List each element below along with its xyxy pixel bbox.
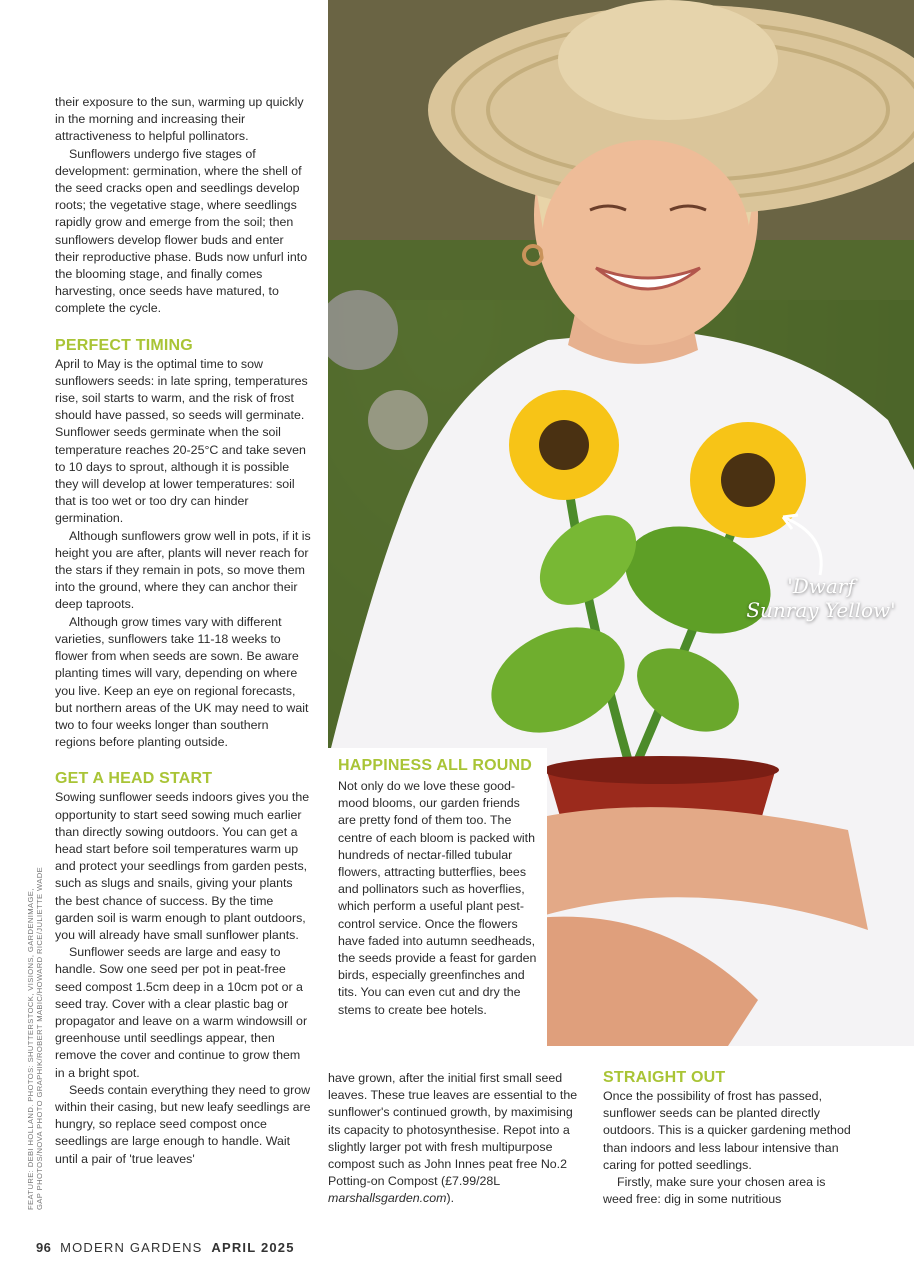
page-folio: [36, 1240, 295, 1255]
middle-column: [328, 1070, 580, 1208]
body-paragraph: Although grow times vary with different varieties, sunflowers take 11-18 weeks to flower from when seeds are sown. Be aware planting times will vary, depending on where you live. Keep an eye on regional forecasts, but northern areas of the UK may need to wait two to four weeks longer than southern regions before planting outside.: [55, 614, 309, 750]
section-heading-straight-out: STRAIGHT OUT: [603, 1069, 726, 1086]
body-paragraph: Sunflower seeds are large and easy to handle. Sow one seed per pot in peat-free seed compost 1.5cm deep in a 10cm pot or a seed tray. Cover with a clear plastic bag or propagator and leave on a warm windowsill or greenhouse until seedlings appear, then remove the cover and continue to grow them in a bright spot.: [55, 945, 308, 1080]
section-heading-get-a-head-start: GET A HEAD START: [55, 770, 213, 788]
body-text: have grown, after the initial first small seed leaves. These true leaves are essential to the sunflower's continued growth, by maximising its capacity to photosynthesise. Repot into a slightly larger pot with fresh multipurpose compost such as John Innes peat free No.2 Potting-on Compost (£7.99/28L: [328, 1071, 578, 1189]
section-heading-perfect-timing: PERFECT TIMING: [55, 336, 193, 354]
face-lower: [542, 140, 750, 340]
body-paragraph: Firstly, make sure your chosen area is weed free: dig in some nutritious: [603, 1175, 826, 1207]
annotation-line-1: 'Dwarf: [787, 574, 855, 598]
body-paragraph: Sowing sunflower seeds indoors gives you the opportunity to start seed sowing much earlier than directly sowing outdoors. You can get a head start before soil temperatures warm up and protect your seedlings from garden pests, such as slugs and snails, giving your plants the best chance of success. By the time garden soil is warm enough to plant outdoors, you will already have small sunflower plants.: [55, 790, 310, 942]
annotation-line-2: Sunray Yellow': [746, 598, 896, 622]
magazine-name: MODERN GARDENS: [60, 1240, 203, 1255]
left-column: [55, 94, 311, 1168]
body-text-close: ).: [446, 1191, 455, 1206]
sunflower-1: [509, 390, 619, 500]
credit-line-1: FEATURE: DEBI HOLLAND. PHOTOS: SHUTTERSTOCK, VISIONS, GARDENIMAGE,: [26, 888, 35, 1210]
boxout-body: Not only do we love these good-mood blooms, our garden friends are pretty fond of them too. The centre of each bloom is packed with hundreds of nectar-filled tubular flowers, attracting butterflies, bees and pollinators such as hoverflies, which perform a useful plant pest-control service. Once the flowers have faded into autumn seedheads, the seeds provide a feast for garden birds, especially greenfinches and tits. You can even cut and dry the stems to create bee hotels.: [338, 779, 537, 1017]
issue-date: APRIL 2025: [211, 1240, 295, 1255]
bg-flowers-2: [368, 390, 428, 450]
body-paragraph: [328, 1070, 580, 1208]
body-paragraph: Seeds contain everything they need to grow within their casing, but new leafy seedlings are hungry, so replace seed compost once seedlings are large enough to handle. Wait until a pair of 'true leaves': [55, 1082, 311, 1166]
boxout-heading: HAPPINESS ALL ROUND: [338, 757, 533, 774]
boxout-happiness-all-round: [328, 748, 547, 1046]
body-paragraph: Sunflowers undergo five stages of development: germination, where the shell of the seed cracks open and seedlings develop roots; the vegetative stage, where seedlings rapidly grow and emerge from the soil; then sunflowers develop flower buds and enter their reproductive phase. Buds now unfurl into the blooming stage, and finally comes harvesting, once seeds have matured, to complete the cycle.: [55, 146, 308, 316]
body-paragraph: Once the possibility of frost has passed, sunflower seeds can be planted directly outdoors. This is a quicker gardening method than indoors and less labour intensive than caring for potted seedlings.: [603, 1089, 851, 1172]
straw-hat-crown: [558, 0, 778, 120]
page-number: 96: [36, 1240, 52, 1255]
retailer-link: marshallsgarden.com: [328, 1191, 447, 1206]
credit-line-2: GAP PHOTOS/NOVA PHOTO GRAPHIK/ROBERT MABIC/HOWARD RICE/JULIETTE WADE: [35, 866, 44, 1210]
body-paragraph: Although sunflowers grow well in pots, if it is height you are after, plants will never reach for the stars if they remain in pots, so move them into the ground, where they can anchor their deep taproots.: [55, 528, 311, 612]
body-paragraph: April to May is the optimal time to sow sunflowers seeds: in late spring, temperatures rise, soil starts to warm, and the risk of frost should have passed, so seeds will germinate. Sunflower seeds germinate when the soil temperature reaches 20-25°C and take seven to 10 days to sprout, although it is possible they will develop at lower temperatures: soil that is too wet or too dry can hinder germination.: [55, 356, 308, 526]
variety-annotation: [746, 574, 896, 622]
pot-rim: [543, 756, 779, 784]
right-column: [603, 1068, 853, 1208]
body-paragraph: their exposure to the sun, warming up quickly in the morning and increasing their attractiveness to helpful pollinators.: [55, 95, 304, 144]
photo-credit: [26, 810, 44, 1210]
